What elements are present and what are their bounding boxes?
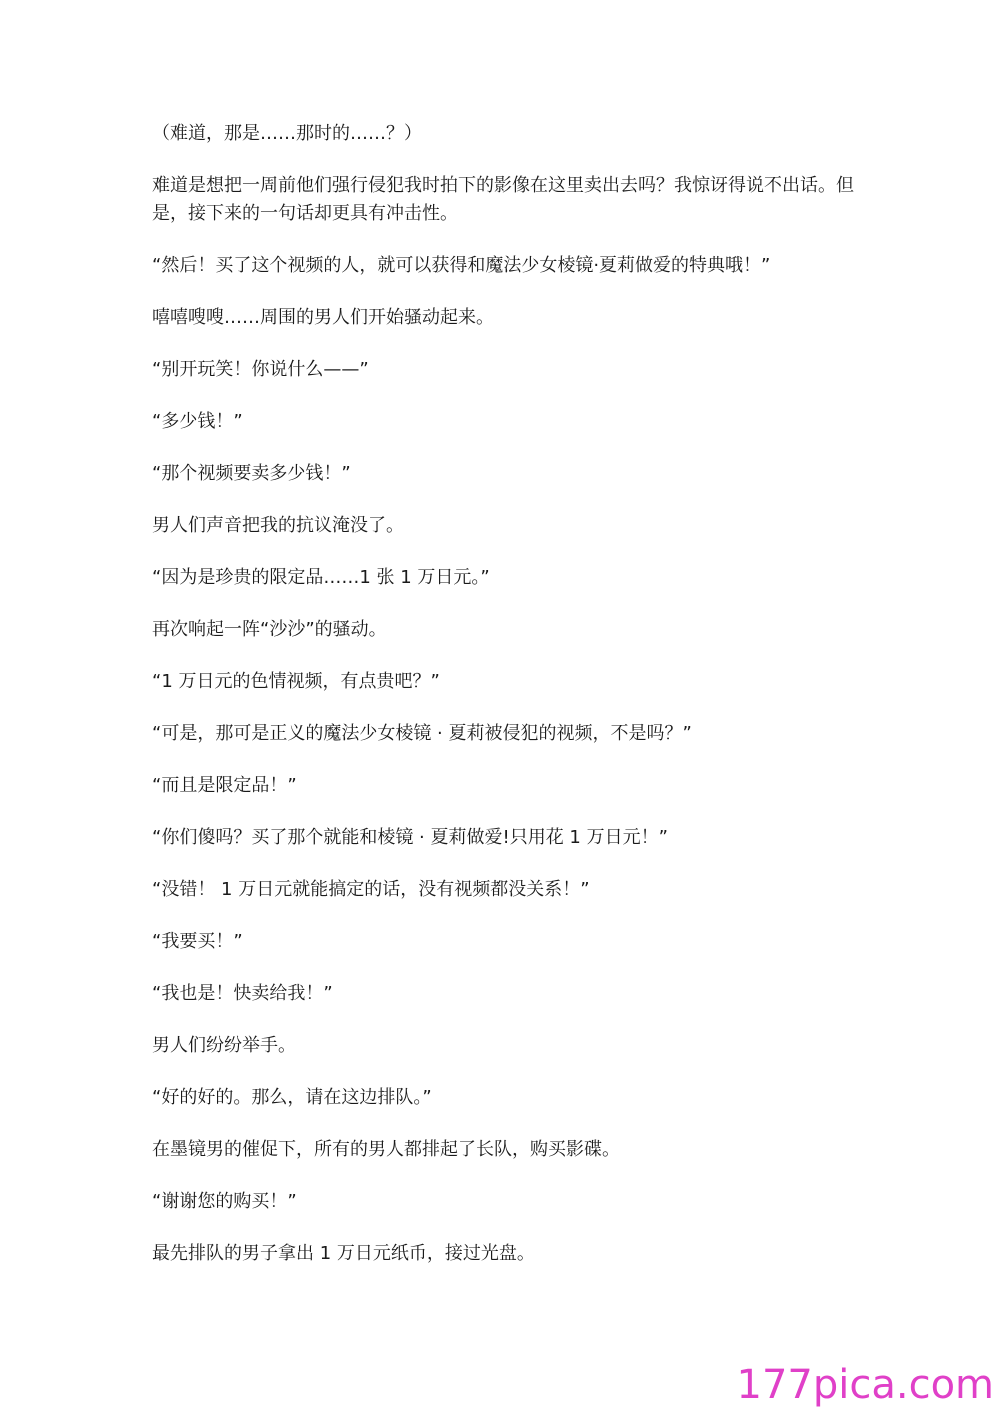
paragraph-text: 男人们纷纷举手。 bbox=[152, 1035, 296, 1056]
paragraph-text: “你们傻吗？买了那个就能和棱镜 · 夏莉做爱!只用花 1 万日元！” bbox=[152, 827, 668, 848]
paragraph-text: 最先排队的男子拿出 1 万日元纸币，接过光盘。 bbox=[152, 1243, 535, 1264]
paragraph-text: “没错！ 1 万日元就能搞定的话，没有视频都没关系！” bbox=[152, 879, 590, 900]
paragraph bbox=[152, 720, 872, 748]
paragraph-text: “我也是！快卖给我！” bbox=[152, 983, 333, 1004]
paragraph-text: （难道，那是……那时的……？） bbox=[152, 123, 422, 144]
paragraph-text: 男人们声音把我的抗议淹没了。 bbox=[152, 515, 404, 536]
paragraph bbox=[152, 120, 872, 148]
paragraph bbox=[152, 460, 872, 488]
paragraph-text: “谢谢您的购买！” bbox=[152, 1191, 297, 1212]
paragraph-text: “而且是限定品！” bbox=[152, 775, 297, 796]
paragraph bbox=[152, 1032, 872, 1060]
paragraph-text: “那个视频要卖多少钱！” bbox=[152, 463, 351, 484]
paragraph bbox=[152, 172, 872, 228]
paragraph bbox=[152, 1240, 872, 1268]
paragraph bbox=[152, 980, 872, 1008]
paragraph bbox=[152, 564, 872, 592]
paragraph bbox=[152, 252, 872, 280]
paragraph-text: 在墨镜男的催促下，所有的男人都排起了长队，购买影碟。 bbox=[152, 1139, 620, 1160]
paragraph-text: 嘻嘻嗖嗖……周围的男人们开始骚动起来。 bbox=[152, 307, 494, 328]
paragraph bbox=[152, 304, 872, 332]
paragraph-text: 再次响起一阵“沙沙”的骚动。 bbox=[152, 619, 387, 640]
paragraph-text: “我要买！” bbox=[152, 931, 243, 952]
text-body bbox=[152, 120, 872, 1292]
paragraph bbox=[152, 772, 872, 800]
paragraph-text: “好的好的。那么，请在这边排队。” bbox=[152, 1087, 432, 1108]
paragraph-text: “可是，那可是正义的魔法少女棱镜 · 夏莉被侵犯的视频，不是吗？” bbox=[152, 723, 692, 744]
paragraph bbox=[152, 512, 872, 540]
paragraph bbox=[152, 616, 872, 644]
paragraph-text: 难道是想把一周前他们强行侵犯我时拍下的影像在这里卖出去吗？我惊讶得说不出话。但是，接下来的一句话却更具有冲击性。 bbox=[152, 175, 854, 224]
paragraph bbox=[152, 408, 872, 436]
paragraph bbox=[152, 824, 872, 852]
paragraph-text: “因为是珍贵的限定品……1 张 1 万日元。” bbox=[152, 567, 490, 588]
paragraph-text: “别开玩笑！你说什么——” bbox=[152, 359, 369, 380]
paragraph bbox=[152, 668, 872, 696]
paragraph bbox=[152, 876, 872, 904]
paragraph-text: “多少钱！” bbox=[152, 411, 243, 432]
paragraph bbox=[152, 356, 872, 384]
paragraph bbox=[152, 1188, 872, 1216]
paragraph-text: “然后！买了这个视频的人，就可以获得和魔法少女棱镜·夏莉做爱的特典哦！” bbox=[152, 255, 771, 276]
paragraph bbox=[152, 1084, 872, 1112]
paragraph bbox=[152, 928, 872, 956]
paragraph-text: “1 万日元的色情视频，有点贵吧？” bbox=[152, 671, 440, 692]
watermark: 177pica.com bbox=[736, 1362, 994, 1408]
paragraph bbox=[152, 1136, 872, 1164]
